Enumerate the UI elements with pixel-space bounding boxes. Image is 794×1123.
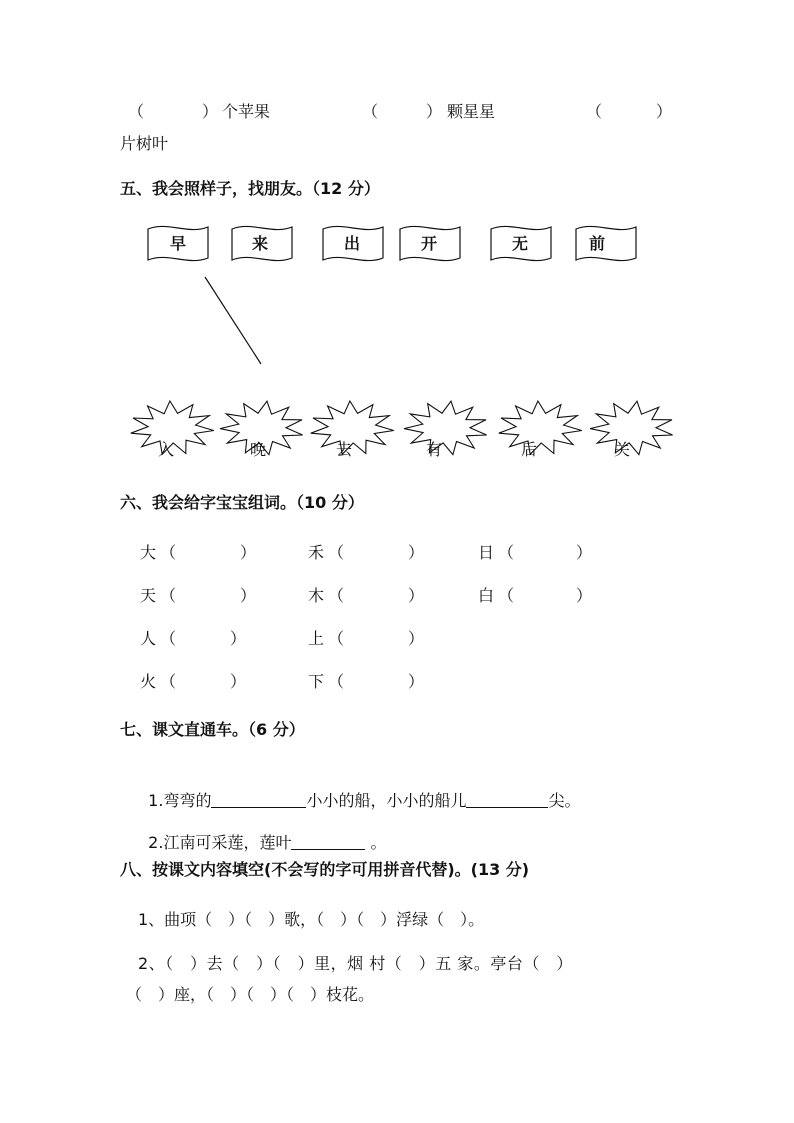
sec7-line1-part-b: 小小的船，小小的船儿 [306,791,467,810]
star-char-5: 后 [521,440,538,459]
section-5-title: 五、我会照样子，找朋友。（12 分） [120,179,380,198]
star-char-4: 有 [426,440,443,459]
flag-char-1: 早 [170,234,187,253]
paren-open: （ [498,586,515,605]
paren-close: ） [230,672,247,691]
paren-open: （ [328,672,345,691]
paren-open: （ [160,543,177,562]
star-char-2: 晚 [250,440,267,459]
paren-open: （ [160,672,177,691]
word-char-mu: 木 [308,586,325,605]
paren-open-2: （ [362,102,379,121]
paren-open: （ [328,629,345,648]
starburst-shape [404,401,487,454]
section-6-title: 六、我会给字宝宝组词。（10 分） [120,493,364,512]
measure-word-star: 颗星星 [447,102,496,121]
paren-close: ） [576,543,593,562]
paren-close: ） [240,543,257,562]
paren-close-1: ） [202,102,219,121]
word-char-shang: 上 [308,629,325,648]
paren-close: ） [230,629,247,648]
sec7-line2-part-b: 。 [370,833,387,852]
starburst-shape [499,401,582,454]
word-char-tian: 天 [140,586,157,605]
paren-open: （ [328,586,345,605]
paren-close: ） [240,586,257,605]
starburst-shape [590,401,673,454]
word-char-da: 大 [140,543,157,562]
sec8-line-3: （ ）座，（ ）（ ）（ ）枝花。 [126,985,375,1004]
star-char-1: 入 [158,440,175,459]
paren-close: ） [576,586,593,605]
paren-close: ） [408,586,425,605]
measure-word-apple: 个苹果 [222,102,271,121]
answer-blank[interactable] [466,791,548,808]
paren-open: （ [160,586,177,605]
section-8-title: 八、按课文内容填空(不会写的字可用拼音代替)。(13 分) [120,860,530,879]
flag-shape-6 [576,226,636,260]
flag-char-4: 开 [421,234,438,253]
paren-open: （ [328,543,345,562]
star-char-6: 关 [614,440,631,459]
measure-word-leaf: 片树叶 [120,134,169,153]
word-char-bai: 白 [478,586,495,605]
word-char-huo: 火 [140,672,157,691]
flag-char-3: 出 [344,234,361,253]
sec7-line1-part-c: 尖。 [548,791,581,810]
paren-close-3: ） [656,102,673,121]
word-char-ren: 人 [140,629,157,648]
answer-blank[interactable] [211,791,306,808]
flag-char-2: 来 [252,234,269,253]
paren-close-2: ） [426,102,443,121]
paren-open-1: （ [128,102,145,121]
example-match-line [205,277,261,364]
sec8-line-1: 1、曲项（ ）（ ）歌，（ ）（ ）浮绿（ ）。 [138,910,485,929]
flag-char-5: 无 [512,234,529,253]
sec8-line-2: 2、（ ）去（ ）（ ）里，烟 村（ ）五 家。亭台（ ） [138,954,573,973]
paren-open: （ [498,543,515,562]
paren-open: （ [160,629,177,648]
sec7-line-1 [138,771,580,811]
sec7-line1-part-a: 1.弯弯的 [148,791,212,810]
sec7-line2-part-a: 2.江南可采莲，莲叶 [148,833,292,852]
flag-char-6: 前 [589,234,606,253]
paren-close: ） [408,543,425,562]
paren-open-3: （ [586,102,603,121]
word-char-he: 禾 [308,543,325,562]
sec7-line-2 [138,813,387,853]
star-char-3: 去 [336,440,353,459]
word-char-xia: 下 [308,672,325,691]
section-7-title: 七、课文直通车。（6 分） [120,720,305,739]
paren-close: ） [408,672,425,691]
starburst-shape [311,401,394,454]
paren-close: ） [408,629,425,648]
word-char-ri: 日 [478,543,495,562]
answer-blank[interactable] [291,833,365,850]
